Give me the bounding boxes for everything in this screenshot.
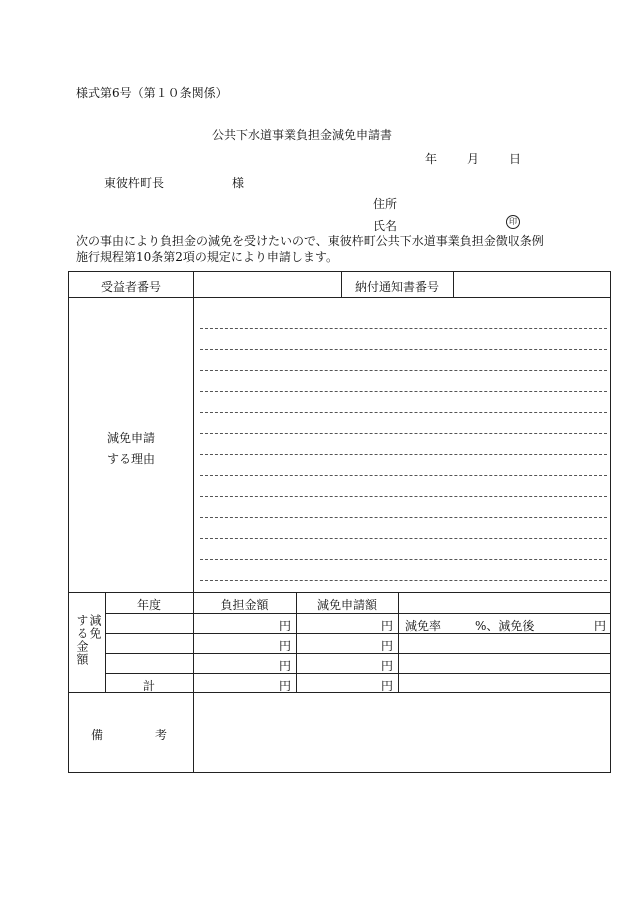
reason-line [200, 496, 607, 497]
yen-reduction-row1: 円 [381, 619, 394, 633]
form-number: 様式第6号（第１０条関係） [76, 86, 228, 100]
honorific: 様 [232, 176, 245, 190]
seal-mark: 印 [506, 215, 520, 229]
application-table [68, 271, 611, 773]
col-burden-amount: 負担金額 [220, 598, 269, 612]
yen-reduction-row2: 円 [381, 639, 394, 653]
reason-line [200, 391, 607, 392]
col-reduction-amount: 減免申請額 [316, 598, 377, 612]
amount-section-label-2: する金額 [75, 614, 89, 666]
reason-label-line2: する理由 [106, 452, 155, 466]
request-text: 次の事由により負担金の減免を受けたいので、東彼杵町公共下水道事業負担金徴収条例施行規程第10条第2項の規定により申請します。 [76, 234, 544, 264]
reduction-rate-label: 減免率 [405, 619, 442, 633]
yen-reduction-row3: 円 [381, 659, 394, 673]
yen-burden-row3: 円 [279, 659, 292, 673]
reason-line [200, 370, 607, 371]
date-day: 日 [509, 152, 522, 166]
yen-reduction-total: 円 [381, 679, 394, 693]
reason-line [200, 475, 607, 476]
reason-label-line1: 減免申請 [106, 431, 155, 445]
col-year: 年度 [136, 598, 161, 612]
date-year: 年 [425, 152, 438, 166]
date-month: 月 [467, 152, 480, 166]
total-label: 計 [142, 679, 155, 693]
beneficiary-number-label: 受益者番号 [100, 280, 161, 294]
addressee: 東彼杵町長 [104, 176, 165, 190]
reason-line [200, 433, 607, 434]
yen-burden-total: 円 [279, 679, 292, 693]
remarks-label-2: 考 [155, 728, 168, 742]
reason-line [200, 517, 607, 518]
notice-number-label: 納付通知書番号 [354, 280, 439, 294]
yen-burden-row1: 円 [279, 619, 292, 633]
reason-line [200, 349, 607, 350]
reason-line [200, 328, 607, 329]
address-label: 住所 [373, 197, 398, 211]
reason-line [200, 538, 607, 539]
reason-line [200, 412, 607, 413]
reason-line [200, 580, 607, 581]
yen-after-reduction: 円 [594, 619, 607, 633]
name-label: 氏名 [373, 219, 398, 233]
reason-line [200, 559, 607, 560]
reason-line [200, 454, 607, 455]
remarks-label-1: 備 [91, 728, 104, 742]
amount-section-label-1: 減免 [88, 614, 102, 640]
document-title: 公共下水道事業負担金減免申請書 [212, 128, 393, 142]
reduction-rate-unit: %、減免後 [475, 619, 535, 633]
yen-burden-row2: 円 [279, 639, 292, 653]
